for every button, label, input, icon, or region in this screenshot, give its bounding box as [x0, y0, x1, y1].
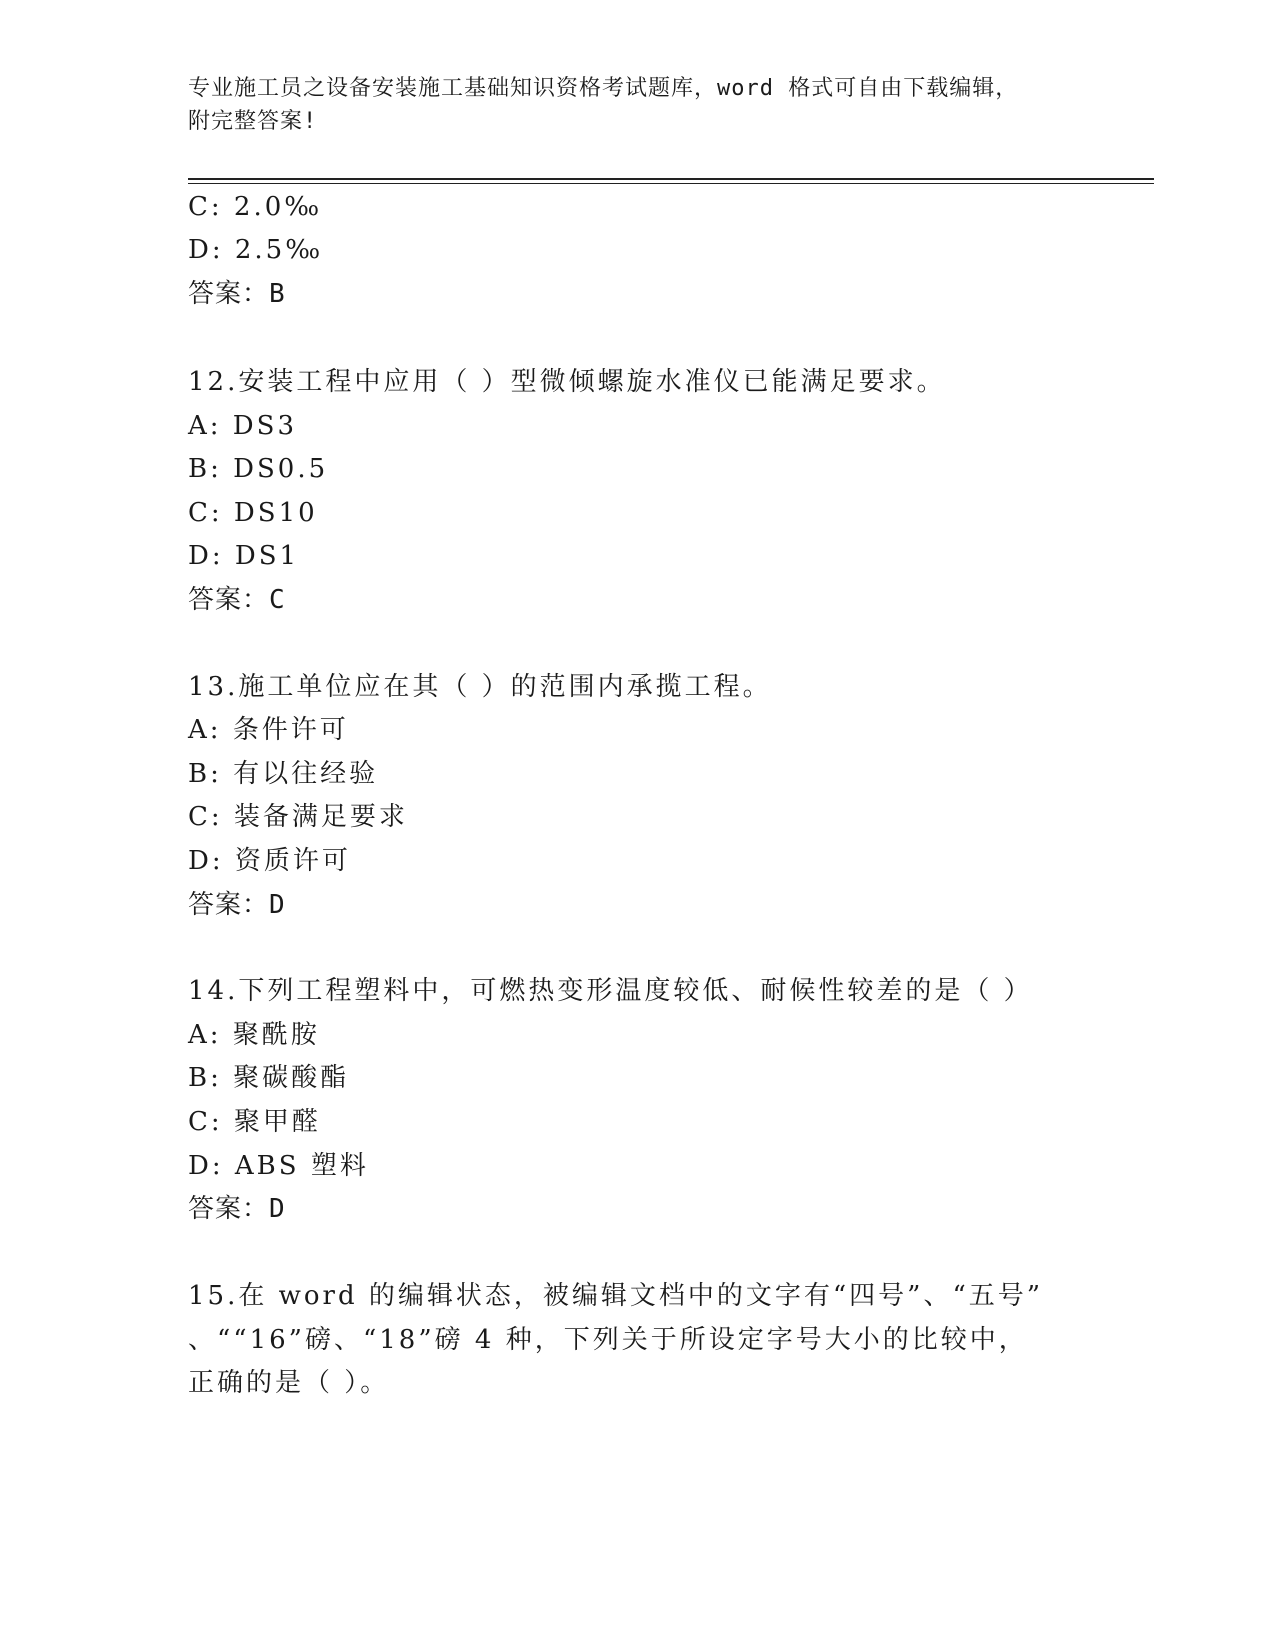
prev-option-d: D: 2.5‰ — [188, 235, 324, 265]
question-14-stem: 14.下列工程塑料中，可燃热变形温度较低、耐候性较差的是（ ） — [188, 976, 1033, 1006]
question-13-stem: 13.施工单位应在其（ ）的范围内承揽工程。 — [188, 672, 772, 702]
header-divider-thin — [188, 183, 1154, 184]
header-divider-thick — [188, 178, 1154, 180]
question-15-stem-line-3: 正确的是（ ）。 — [188, 1368, 390, 1398]
question-12-option-a: A: DS3 — [188, 411, 297, 441]
question-13-option-c: C: 装备满足要求 — [188, 802, 408, 832]
question-13-answer: 答案：D — [188, 890, 286, 920]
question-13-option-b: B: 有以往经验 — [188, 759, 379, 789]
header-title-line-1: 专业施工员之设备安装施工基础知识资格考试题库，word 格式可自由下载编辑， — [188, 76, 1019, 101]
prev-option-c: C: 2.0‰ — [188, 192, 323, 222]
question-14-option-a: A: 聚酰胺 — [188, 1020, 320, 1050]
prev-answer: 答案：B — [188, 279, 286, 309]
document-header — [188, 72, 1068, 138]
question-12-option-c: C: DS10 — [188, 498, 318, 528]
question-14-answer: 答案：D — [188, 1194, 286, 1224]
question-15-stem-line-1: 15.在 word 的编辑状态，被编辑文档中的文字有“四号”、“五号” — [188, 1281, 1044, 1311]
question-12-option-b: B: DS0.5 — [188, 454, 329, 484]
question-14-option-b: B: 聚碳酸酯 — [188, 1063, 350, 1093]
header-title-line-2: 附完整答案! — [188, 109, 318, 134]
question-14-option-c: C: 聚甲醛 — [188, 1107, 321, 1137]
question-15-stem-line-2: 、““16”磅、“18”磅 4 种，下列关于所设定字号大小的比较中， — [188, 1325, 1028, 1355]
question-14-option-d: D: ABS 塑料 — [188, 1151, 369, 1181]
question-13-option-a: A: 条件许可 — [188, 715, 349, 745]
question-12-stem: 12.安装工程中应用（ ）型微倾螺旋水准仪已能满足要求。 — [188, 367, 946, 397]
question-12-answer: 答案：C — [188, 585, 286, 615]
question-12-option-d: D: DS1 — [188, 541, 300, 571]
question-13-option-d: D: 资质许可 — [188, 846, 351, 876]
